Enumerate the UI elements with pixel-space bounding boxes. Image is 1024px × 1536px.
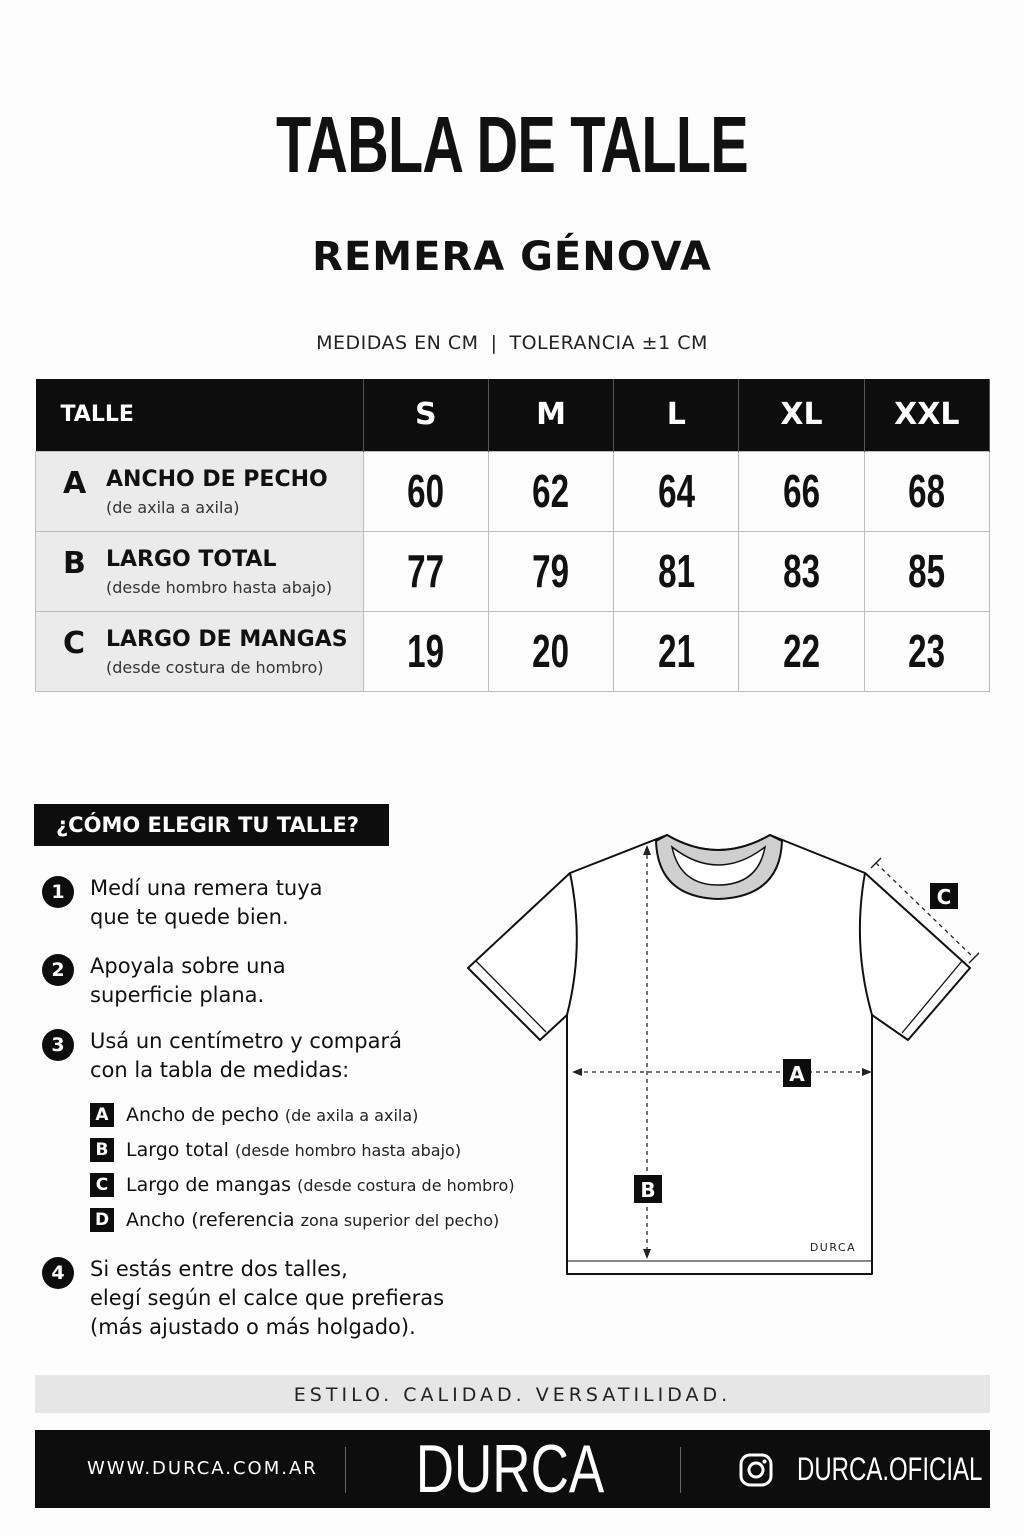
website-link[interactable]: WWW.DURCA.COM.AR bbox=[87, 1458, 318, 1479]
table-cell bbox=[614, 531, 739, 611]
step-number: 1 bbox=[42, 876, 74, 908]
legend-note: zona superior del pecho) bbox=[300, 1211, 500, 1230]
measurement-value: 21 bbox=[657, 625, 695, 677]
instagram-handle[interactable]: DURCA.OFICIAL bbox=[797, 1451, 983, 1487]
column-header-size: XL bbox=[739, 379, 864, 451]
legend-note: (desde hombro hasta abajo) bbox=[234, 1141, 462, 1160]
step-line: (más ajustado o más holgado). bbox=[90, 1315, 416, 1339]
measurement-value: 77 bbox=[407, 545, 445, 597]
step-item bbox=[42, 1027, 510, 1085]
step-number: 2 bbox=[42, 954, 74, 986]
footer-divider bbox=[680, 1447, 681, 1493]
units-note bbox=[0, 332, 1024, 354]
row-description: (de axila a axila) bbox=[106, 498, 240, 517]
measurement-value: 19 bbox=[407, 625, 445, 677]
table-cell bbox=[363, 451, 488, 531]
measurement-value: 68 bbox=[908, 465, 946, 517]
footer-bar bbox=[35, 1430, 990, 1508]
step-text bbox=[90, 952, 510, 1010]
how-to-title: ¿CÓMO ELEGIR TU TALLE? bbox=[34, 804, 389, 846]
table-cell bbox=[739, 451, 864, 531]
row-letter: C bbox=[63, 625, 86, 661]
legend-note: (desde costura de hombro) bbox=[297, 1176, 515, 1195]
step-item bbox=[42, 1255, 510, 1342]
legend-item bbox=[90, 1103, 418, 1128]
table-row bbox=[36, 451, 990, 531]
units-label: MEDIDAS EN CM bbox=[316, 332, 479, 354]
legend-item bbox=[90, 1208, 499, 1233]
column-header-talle: TALLE bbox=[36, 379, 364, 451]
slogan-bar: ESTILO. CALIDAD. VERSATILIDAD. bbox=[35, 1375, 990, 1413]
row-name: LARGO DE MANGAS bbox=[106, 627, 348, 652]
table-cell bbox=[614, 611, 739, 691]
table-cell bbox=[864, 531, 989, 611]
row-label bbox=[36, 611, 364, 691]
shirt-logo: DURCA bbox=[809, 1241, 857, 1254]
measurement-value: 62 bbox=[532, 465, 570, 517]
column-header-size: M bbox=[488, 379, 613, 451]
table-cell bbox=[363, 611, 488, 691]
product-name: REMERA GÉNOVA bbox=[312, 234, 712, 280]
step-text bbox=[90, 1255, 510, 1342]
legend-letter: B bbox=[90, 1138, 114, 1162]
step-text bbox=[90, 874, 510, 932]
row-letter: A bbox=[63, 465, 87, 501]
row-letter: B bbox=[63, 545, 86, 581]
marker-b-label: B bbox=[640, 1178, 656, 1202]
step-number: 4 bbox=[42, 1257, 74, 1289]
column-header-size: S bbox=[363, 379, 488, 451]
legend-letter: C bbox=[90, 1173, 114, 1197]
table-cell bbox=[739, 531, 864, 611]
tolerance-label: TOLERANCIA ±1 CM bbox=[509, 332, 708, 354]
marker-a-label: A bbox=[789, 1062, 805, 1086]
step-line: Medí una remera tuya bbox=[90, 876, 323, 900]
step-line: elegí según el calce que prefieras bbox=[90, 1286, 445, 1310]
tshirt-diagram bbox=[460, 825, 980, 1285]
step-text bbox=[90, 1027, 510, 1085]
legend-label: Ancho (referencia bbox=[126, 1209, 295, 1231]
brand-logo: DURCA bbox=[415, 1431, 605, 1507]
legend-label: Ancho de pecho bbox=[126, 1104, 279, 1126]
step-line: Usá un centímetro y compará bbox=[90, 1029, 402, 1053]
step-line: que te quede bien. bbox=[90, 905, 289, 929]
size-table-header bbox=[36, 379, 990, 451]
step-line: con la tabla de medidas: bbox=[90, 1058, 350, 1082]
measurement-value: 64 bbox=[657, 465, 695, 517]
measurement-value: 85 bbox=[908, 545, 946, 597]
tshirt-outline bbox=[468, 835, 970, 1274]
table-cell bbox=[739, 611, 864, 691]
legend-item bbox=[90, 1138, 461, 1163]
measurement-value: 83 bbox=[783, 545, 820, 597]
row-name: ANCHO DE PECHO bbox=[106, 467, 328, 492]
table-cell bbox=[614, 451, 739, 531]
measurement-value: 22 bbox=[783, 625, 820, 677]
row-description: (desde hombro hasta abajo) bbox=[106, 578, 333, 597]
measurement-value: 66 bbox=[783, 465, 820, 517]
step-line: superficie plana. bbox=[90, 983, 265, 1007]
row-label bbox=[36, 531, 364, 611]
column-header-size: L bbox=[614, 379, 739, 451]
page-title: TABLA DE TALLE bbox=[276, 100, 748, 189]
step-line: Si estás entre dos talles, bbox=[90, 1257, 348, 1281]
table-row bbox=[36, 611, 990, 691]
table-cell bbox=[488, 451, 613, 531]
step-line: Apoyala sobre una bbox=[90, 954, 286, 978]
units-separator: | bbox=[490, 332, 498, 354]
legend-note: (de axila a axila) bbox=[284, 1106, 419, 1125]
table-cell bbox=[488, 611, 613, 691]
row-label bbox=[36, 451, 364, 531]
legend-letter: D bbox=[90, 1208, 114, 1232]
legend-label: Largo total bbox=[126, 1139, 229, 1161]
row-description: (desde costura de hombro) bbox=[106, 658, 324, 677]
tick-c-start bbox=[871, 858, 881, 868]
marker-c-label: C bbox=[936, 885, 952, 909]
table-row bbox=[36, 531, 990, 611]
instagram-icon[interactable] bbox=[739, 1453, 773, 1487]
step-item bbox=[42, 952, 510, 1010]
table-cell bbox=[864, 611, 989, 691]
column-header-size: XXL bbox=[864, 379, 989, 451]
measurement-value: 79 bbox=[532, 545, 570, 597]
step-item bbox=[42, 874, 510, 932]
measurement-value: 81 bbox=[657, 545, 695, 597]
table-cell bbox=[363, 531, 488, 611]
legend-letter: A bbox=[90, 1103, 114, 1127]
measurement-value: 60 bbox=[407, 465, 445, 517]
legend-label: Largo de mangas bbox=[126, 1174, 292, 1196]
size-table bbox=[35, 379, 990, 692]
row-name: LARGO TOTAL bbox=[106, 547, 277, 572]
measurement-value: 20 bbox=[532, 625, 570, 677]
legend-item bbox=[90, 1173, 515, 1198]
table-cell bbox=[864, 451, 989, 531]
footer-divider bbox=[345, 1447, 346, 1493]
measurement-value: 23 bbox=[908, 625, 946, 677]
step-number: 3 bbox=[42, 1029, 74, 1061]
table-cell bbox=[488, 531, 613, 611]
